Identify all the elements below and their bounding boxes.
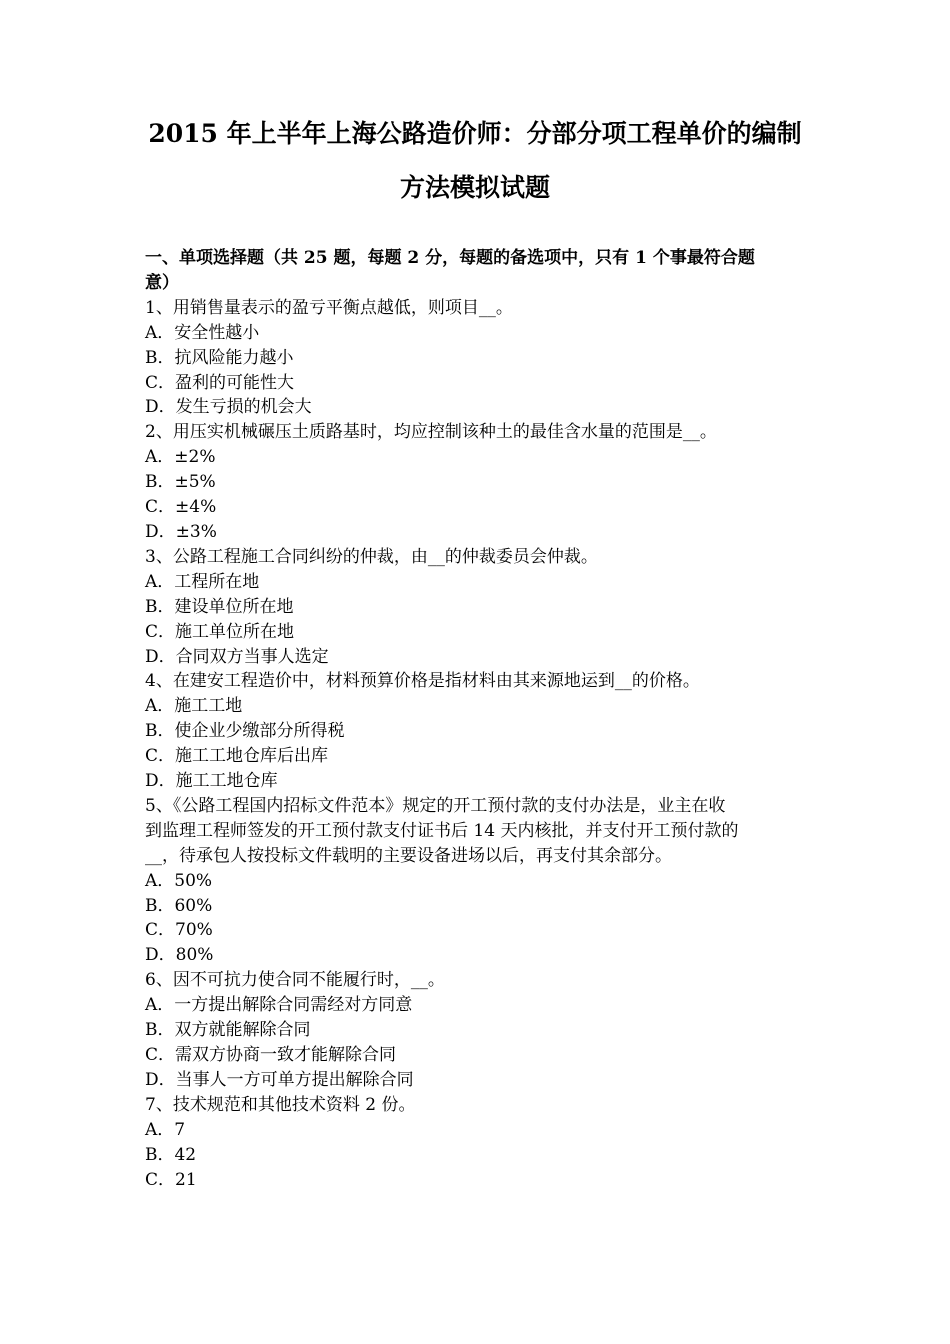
answer-option: B．使企业少缴部分所得税 (145, 721, 345, 742)
page-title-line-2: 方法模拟试题 (399, 173, 550, 202)
section-header-line: 一、单项选择题（共 25 题，每题 2 分，每题的备选项中，只有 1 个事最符合题 (145, 248, 755, 268)
answer-option: C．21 (145, 1169, 197, 1190)
answer-option: B．建设单位所在地 (145, 596, 294, 617)
question-stem: 6、因不可抗力使合同不能履行时，__。 (145, 970, 445, 991)
answer-option: C．需双方协商一致才能解除合同 (145, 1045, 397, 1065)
question-stem: 4、在建安工程造价中，材料预算价格是指材料由其来源地运到__的价格。 (145, 671, 700, 692)
answer-option: D．当事人一方可单方提出解除合同 (145, 1069, 414, 1090)
question-stem: 到监理工程师签发的开工预付款支付证书后 14 天内核批，并支付开工预付款的 (145, 820, 739, 841)
answer-option: A．7 (145, 1119, 186, 1140)
answer-option: B．双方就能解除合同 (145, 1020, 311, 1041)
section-header-line: 意） (145, 272, 179, 293)
answer-option: C．施工工地仓库后出库 (145, 746, 329, 767)
answer-option: D．80% (145, 945, 214, 966)
answer-option: D．合同双方当事人选定 (145, 646, 329, 667)
answer-option: D．±3% (145, 521, 217, 542)
answer-option: A．50% (145, 870, 213, 891)
answer-option: D．发生亏损的机会大 (145, 397, 312, 418)
answer-option: A．±2% (145, 447, 216, 468)
question-item (145, 296, 810, 421)
question-item (145, 794, 810, 968)
question-item (145, 669, 810, 794)
question-stem: __，待承包人按投标文件载明的主要设备进场以后，再支付其余部分。 (145, 845, 672, 866)
answer-option: B．抗风险能力越小 (145, 347, 294, 368)
question-item (145, 968, 810, 1093)
question-item (145, 420, 810, 545)
answer-option: C．70% (145, 920, 213, 941)
answer-option: A．一方提出解除合同需经对方同意 (145, 995, 413, 1016)
answer-option: B．60% (145, 895, 213, 916)
question-item (145, 1093, 810, 1193)
answer-option: A．工程所在地 (145, 571, 260, 592)
question-stem: 3、公路工程施工合同纠纷的仲裁，由__的仲裁委员会仲裁。 (145, 546, 598, 567)
answer-option: D．施工工地仓库 (145, 771, 278, 792)
question-stem: 2、用压实机械碾压土质路基时，均应控制该种土的最佳含水量的范围是__。 (145, 422, 717, 443)
answer-option: C．施工单位所在地 (145, 621, 295, 642)
answer-option: A．安全性越小 (145, 322, 260, 343)
question-stem: 1、用销售量表示的盈亏平衡点越低，则项目__。 (145, 297, 513, 318)
question-stem: 5、《公路工程国内招标文件范本》规定的开工预付款的支付办法是，业主在收 (145, 795, 726, 816)
answer-option: A．施工工地 (145, 696, 243, 717)
answer-option: C．盈利的可能性大 (145, 372, 295, 393)
document-body (145, 246, 810, 1192)
question-stem: 7、技术规范和其他技术资料 2 份。 (145, 1094, 416, 1115)
answer-option: B．±5% (145, 472, 216, 493)
question-item (145, 545, 810, 670)
answer-option: B．42 (145, 1144, 197, 1165)
section-header (145, 246, 810, 296)
page-title-line-1: 2015 年上半年上海公路造价师：分部分项工程单价的编制 (148, 119, 802, 148)
answer-option: C．±4% (145, 497, 217, 518)
question-list (145, 296, 810, 1193)
